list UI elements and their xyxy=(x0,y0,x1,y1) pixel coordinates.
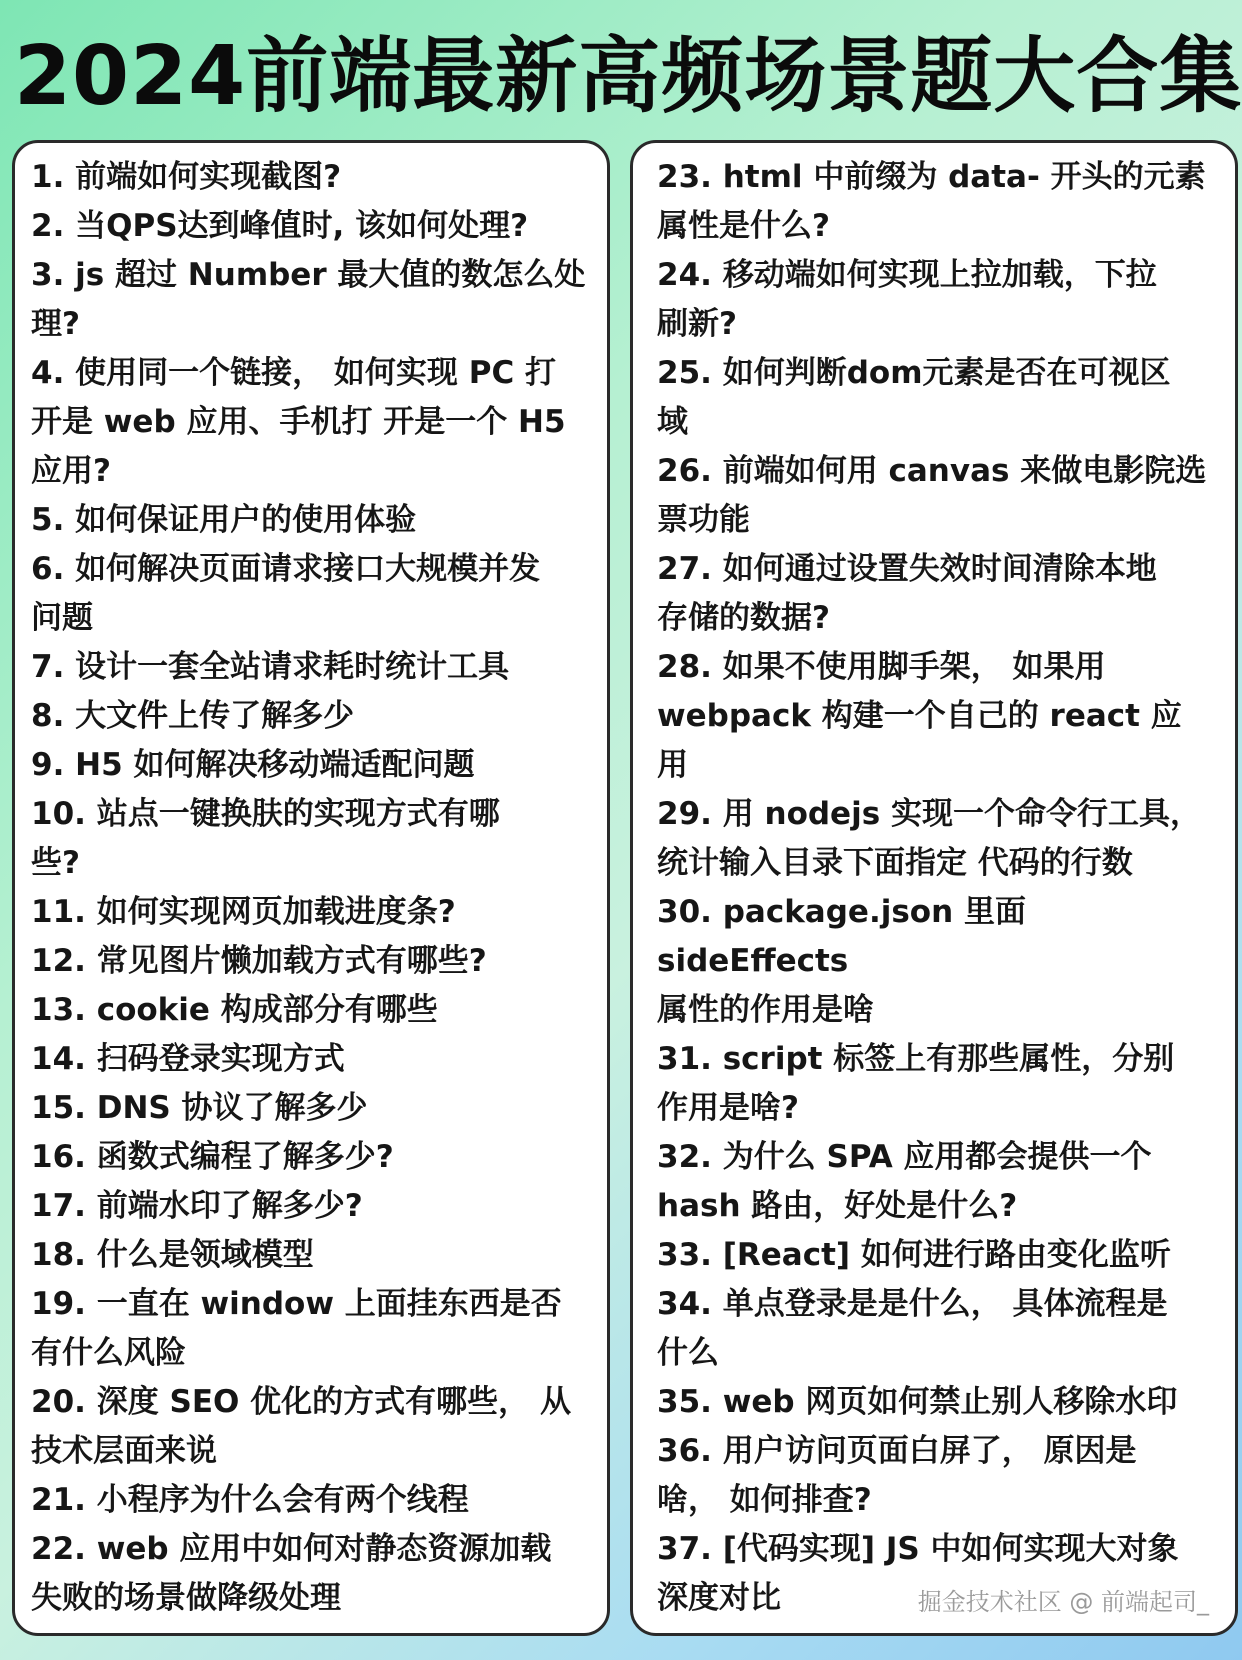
question-item: 12. 常见图片懒加载方式有哪些? xyxy=(31,943,487,979)
question-item: 31. script 标签上有那些属性，分别 作用是啥? xyxy=(657,1041,1175,1126)
watermark-text: 掘金技术社区 @ 前端起司_ xyxy=(917,1588,1209,1616)
question-item: 22. web 应用中如何对静态资源加载 失败的场景做降级处理 xyxy=(31,1531,552,1616)
question-item: 13. cookie 构成部分有哪些 xyxy=(31,992,438,1028)
question-item: 1. 前端如何实现截图? xyxy=(31,159,342,195)
question-item: 18. 什么是领域模型 xyxy=(31,1237,314,1273)
question-item: 21. 小程序为什么会有两个线程 xyxy=(31,1482,469,1518)
question-item: 15. DNS 协议了解多少 xyxy=(31,1090,368,1126)
question-item: 33. [React] 如何进行路由变化监听 xyxy=(657,1237,1171,1273)
question-item: 26. 前端如何用 canvas 来做电影院选 票功能 xyxy=(657,453,1207,538)
question-item: 14. 扫码登录实现方式 xyxy=(31,1041,345,1077)
question-item: 11. 如何实现网页加载进度条? xyxy=(31,894,456,930)
question-item: 23. html 中前缀为 data- 开头的元素 属性是什么? xyxy=(657,159,1206,244)
question-item: 29. 用 nodejs 实现一个命令行工具， 统计输入目录下面指定 代码的行数 xyxy=(657,796,1201,881)
question-item: 24. 移动端如何实现上拉加载，下拉 刷新? xyxy=(657,257,1157,342)
question-item: 25. 如何判断dom元素是否在可视区 域 xyxy=(657,355,1171,440)
question-panel-left xyxy=(12,140,610,1636)
question-item: 34. 单点登录是是什么， 具体流程是 什么 xyxy=(657,1286,1168,1371)
question-item: 9. H5 如何解决移动端适配问题 xyxy=(31,747,475,783)
question-list-left xyxy=(31,153,599,1623)
question-item: 17. 前端水印了解多少? xyxy=(31,1188,363,1224)
question-item: 20. 深度 SEO 优化的方式有哪些， 从 技术层面来说 xyxy=(31,1384,571,1469)
question-item: 19. 一直在 window 上面挂东西是否 有什么风险 xyxy=(31,1286,562,1371)
question-list-right xyxy=(657,153,1227,1623)
question-item: 27. 如何通过设置失效时间清除本地 存储的数据? xyxy=(657,551,1157,636)
question-item: 3. js 超过 Number 最大值的数怎么处 理? xyxy=(31,257,586,342)
page-title: 2024前端最新高频场景题大合集 xyxy=(14,29,1242,124)
question-item: 30. package.json 里面 sideEffects 属性的作用是啥 xyxy=(657,894,1026,1028)
question-item: 4. 使用同一个链接， 如何实现 PC 打 开是 web 应用、手机打 开是一个 H5 应用? xyxy=(31,355,566,489)
question-item: 28. 如果不使用脚手架， 如果用 webpack 构建一个自己的 react 应 用 xyxy=(657,649,1182,783)
question-item: 7. 设计一套全站请求耗时统计工具 xyxy=(31,649,510,685)
question-item: 35. web 网页如何禁止别人移除水印 xyxy=(657,1384,1178,1420)
question-item: 37. [代码实现] JS 中如何实现大对象 深度对比 xyxy=(657,1531,1179,1616)
question-item: 8. 大文件上传了解多少 xyxy=(31,698,355,734)
question-panel-right xyxy=(630,140,1238,1636)
question-item: 32. 为什么 SPA 应用都会提供一个 hash 路由，好处是什么? xyxy=(657,1139,1152,1224)
question-item: 10. 站点一键换肤的实现方式有哪 些? xyxy=(31,796,500,881)
question-item: 5. 如何保证用户的使用体验 xyxy=(31,502,417,538)
question-item: 2. 当QPS达到峰值时, 该如何处理? xyxy=(31,208,529,244)
question-item: 36. 用户访问页面白屏了， 原因是 啥， 如何排查? xyxy=(657,1433,1137,1518)
question-item: 6. 如何解决页面请求接口大规模并发 问题 xyxy=(31,551,541,636)
question-item: 16. 函数式编程了解多少? xyxy=(31,1139,394,1175)
